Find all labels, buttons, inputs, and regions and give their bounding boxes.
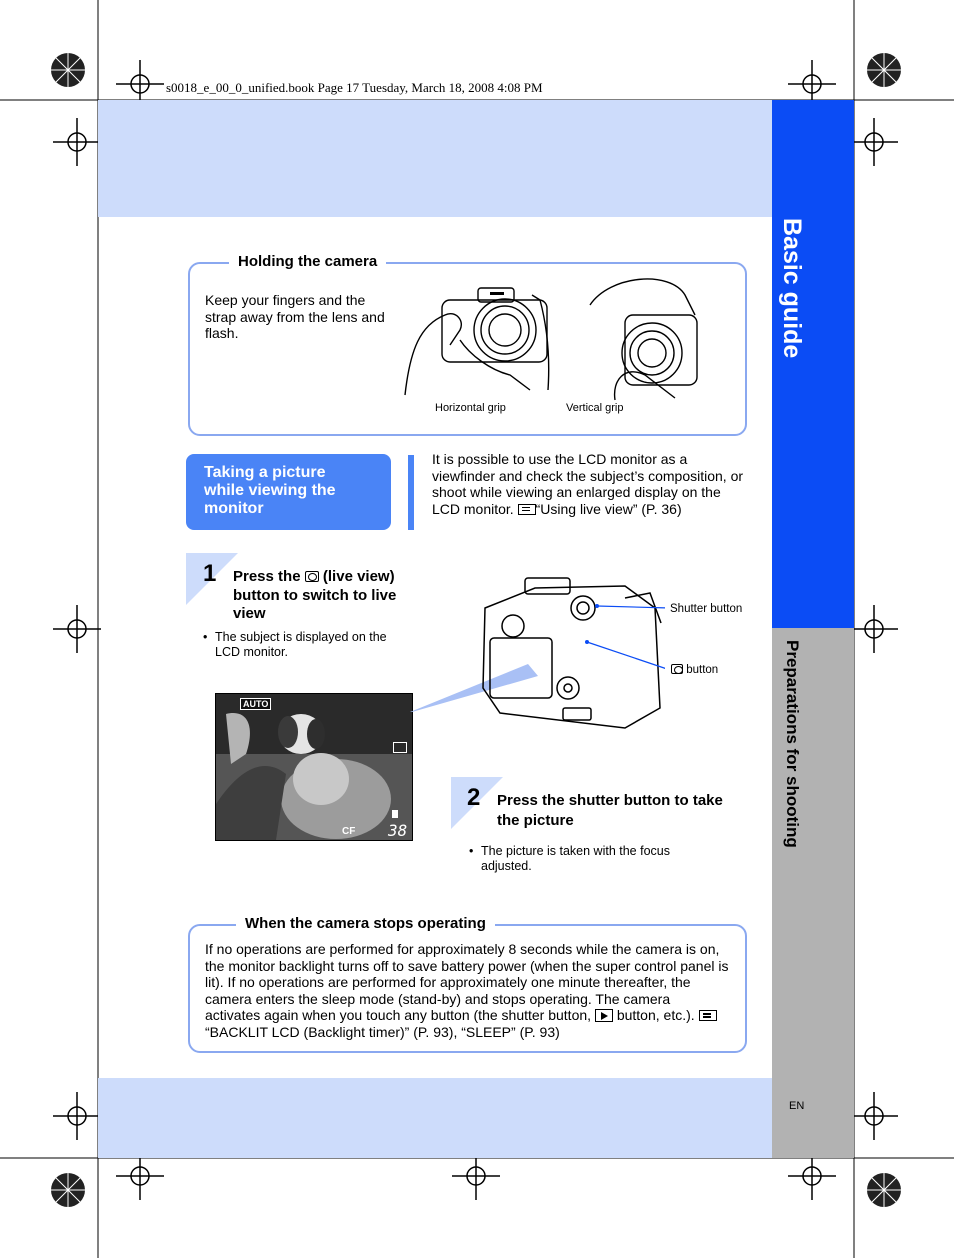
lcd-shot-count: 38 bbox=[388, 821, 408, 840]
liveview-button-text: button bbox=[686, 664, 719, 676]
file-header: s0018_e_00_0_unified.book Page 17 Tuesday, March 18, 2008 4:08 PM bbox=[166, 80, 543, 95]
camera-stops-text-b: button, etc.). bbox=[616, 1007, 695, 1023]
caption-horizontal-grip: Horizontal grip bbox=[435, 402, 506, 414]
lcd-card-label: CF bbox=[342, 826, 356, 837]
tab-divider-bar bbox=[408, 455, 414, 530]
step1-title-pre: Press the bbox=[233, 568, 301, 585]
step2-number: 2 bbox=[467, 784, 481, 811]
liveview-label-icon bbox=[671, 664, 683, 674]
camera-stops-title: When the camera stops operating bbox=[236, 915, 495, 932]
step1-title-post: (live view) button to switch to live view bbox=[233, 568, 397, 622]
caption-vertical-grip: Vertical grip bbox=[566, 402, 624, 414]
step1-note-text: The subject is displayed on the LCD monitor. bbox=[215, 630, 387, 659]
holding-camera-title: Holding the camera bbox=[229, 253, 386, 270]
step2-note-text: The picture is taken with the focus adjusted. bbox=[481, 844, 670, 873]
holding-grip-illustration bbox=[400, 270, 720, 410]
step1-number: 1 bbox=[203, 560, 217, 587]
bottom-band bbox=[98, 1078, 772, 1158]
language-label: EN bbox=[789, 1100, 805, 1112]
step2-note: • The picture is taken with the focus adjusted. bbox=[469, 844, 709, 874]
step2-title: Press the shutter button to take the picture bbox=[497, 792, 723, 829]
side-tab-section-label: Preparations for shooting bbox=[783, 640, 802, 848]
camera-stops-text bbox=[205, 941, 729, 1040]
step1-note: • The subject is displayed on the LCD monitor. bbox=[203, 630, 408, 660]
reference-icon bbox=[518, 504, 536, 515]
camera-back-illustration bbox=[475, 568, 665, 733]
camera-stops-text-a: If no operations are performed for approximately 8 seconds while the camera is on, the monitor backlight turns off to save battery power (when the super control panel is lit). If no operations are performed for approximately one minute thereafter, the camera enters the sleep mode (stand-by) and stops operating. The camera activates again when you touch any button (the shutter button, bbox=[205, 941, 729, 1023]
top-band bbox=[98, 100, 772, 217]
liveview-button-label bbox=[671, 663, 718, 678]
lcd-focus-indicator bbox=[392, 810, 398, 818]
lcd-mode-badge: AUTO bbox=[240, 698, 271, 710]
lcd-photo-scene bbox=[216, 694, 412, 840]
camera-stops-text-c: “BACKLIT LCD (Backlight timer)” (P. 93), “SLEEP” (P. 93) bbox=[205, 1023, 560, 1040]
live-view-reference: “Using live view” (P. 36) bbox=[535, 500, 682, 517]
live-view-description bbox=[432, 451, 744, 517]
shutter-button-label: Shutter button bbox=[670, 603, 743, 615]
side-tab-basic-guide bbox=[772, 100, 854, 628]
live-view-description-text: It is possible to use the LCD monitor as a viewfinder and check the subject’s composition, or shoot while viewing an enlarged display on the LCD monitor. bbox=[432, 451, 744, 517]
reference-icon-2 bbox=[699, 1010, 717, 1021]
lcd-metering-icon bbox=[393, 742, 407, 753]
lcd-preview-photo bbox=[215, 693, 413, 841]
side-tab-main-label: Basic guide bbox=[778, 218, 806, 359]
playback-button-icon bbox=[595, 1009, 613, 1022]
live-view-tab: Taking a picture while viewing the monitor bbox=[186, 454, 391, 530]
holding-camera-text: Keep your fingers and the strap away from the lens and flash. bbox=[205, 292, 385, 341]
step1-title bbox=[233, 568, 413, 624]
live-view-button-icon bbox=[305, 571, 319, 582]
